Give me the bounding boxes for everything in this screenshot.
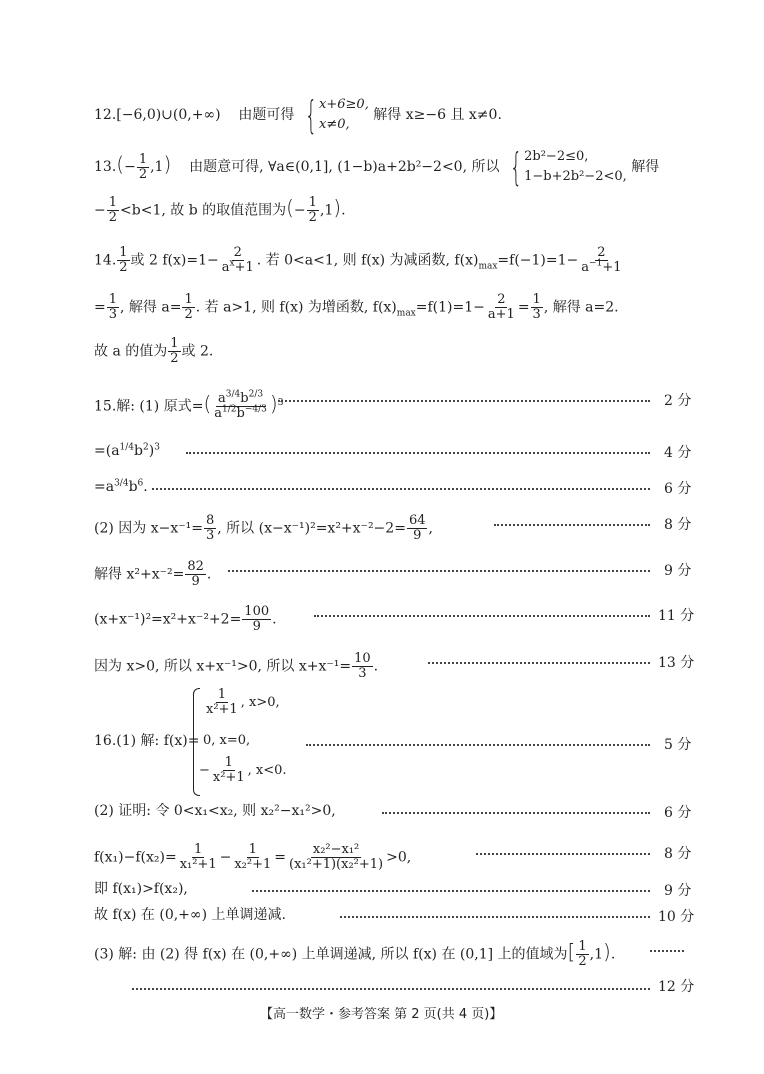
score: 6 分: [664, 805, 692, 821]
dots: [132, 988, 650, 990]
score: 12 分: [658, 979, 695, 995]
dots: [228, 570, 650, 572]
q15-line4: (2) 因为 x−x⁻¹= $\frac{8}{3}$ , 所以 (x−x⁻¹)²=x²+x⁻²−2= $\frac{64}{9}$ ,: [94, 513, 433, 543]
q15-line1: 15.解: (1) 原式=( $\frac{a^{3/4}b^{2/3}}{a^{1/2}b^{-4/3}}$ )$^3$: [94, 389, 284, 421]
dots: [278, 400, 650, 402]
q15-line5: 解得 x²+x⁻²= $\frac{82}{9}$ .: [94, 559, 212, 589]
score: 2 分: [664, 393, 692, 409]
score: 10 分: [658, 909, 695, 925]
dots: [340, 916, 650, 918]
q12-line: 12.[−6,0)∪(0,+∞) 由题可得 { x+6≥0, x≠0, 解得 x≥−6 且 x≠0.: [94, 93, 502, 137]
q16-line5: 故 f(x) 在 (0,+∞) 上单调递减.: [94, 907, 286, 923]
score: 8 分: [664, 517, 692, 533]
q14-line2: = $\frac{1}{3}$ , 解得 a= $\frac{1}{2}$ . 若 a>1, 则 f(x) 为增函数, $f(x)_{max}=f(1)=1-$ $\frac{2}{a+1}$ = $\frac{1}{3}$ , 解得 a=2.: [94, 292, 619, 322]
q12-system: { x+6≥0, x≠0,: [304, 93, 369, 137]
score: 11 分: [658, 608, 695, 624]
dots: [186, 452, 650, 454]
dots: [252, 890, 650, 892]
score: 9 分: [664, 563, 692, 579]
q16-line2: (2) 证明: 令 0<x₁<x₂, 则 x₂²−x₁²>0,: [94, 803, 336, 819]
q16-line3: f(x₁)−f(x₂)= $\frac{1}{\text{x₁²+1}}$ − $\frac{1}{\text{x₂²+1}}$ = $\frac{\text{x₂²−x₁²}}{\text{(x₁²+1)(x₂²+1)}}$ >0,: [94, 842, 412, 872]
dots: [314, 615, 650, 617]
dots: [476, 853, 650, 855]
score: 8 分: [664, 846, 692, 862]
q15-line7: 因为 x>0, 所以 x+x⁻¹>0, 所以 x+x⁻¹= $\frac{10}{3}$ .: [94, 651, 379, 681]
q16-line4: 即 f(x₁)>f(x₂),: [94, 881, 188, 897]
dots: [650, 950, 684, 952]
dots: [494, 524, 650, 526]
q16-line6: (3) 解: 由 (2) 得 f(x) 在 (0,+∞) 上单调递减, 所以 f(x) 在 (0,1] 上的值域为[ $\frac{1}{2}$ ,1).: [94, 939, 616, 969]
dots: [382, 812, 650, 814]
q13-line2: − $\frac{1}{2}$ <b<1, 故 b 的取值范围为(− $\frac{1}{2}$ ,1).: [94, 195, 346, 225]
dots: [428, 662, 650, 664]
q15-line2: $=(a^{1/4}b^2)^3$: [94, 442, 160, 459]
score: 9 分: [664, 883, 692, 899]
q16-line1: 16.(1) 解: f(x)=: [94, 733, 200, 749]
page-footer: 【高一数学・参考答案 第 2 页(共 4 页)】: [260, 1007, 503, 1022]
score: 5 分: [664, 737, 692, 753]
q13-line1: 13.(− $\frac{1}{2}$ ,1) 由题意可得, ∀a∈(0,1], (1−b)a+2b²−2<0, 所以 { 2b²−2≤0, 1−b+2b²−2<0, 解得: [94, 145, 660, 189]
q14-line1: 14. $\frac{1}{2}$ 或 2 f(x)=1− $\frac{2}{a^x+1}$ . 若 0<a<1, 则 f(x) 为减函数, $f(x)_{max}=f(-1)=1-$ $\frac{2}{a^{-1}+1}$: [94, 245, 622, 275]
dots: [306, 744, 650, 746]
q15-line6: (x+x⁻¹)²=x²+x⁻²+2= $\frac{100}{9}$ .: [94, 604, 277, 634]
dots: [152, 488, 650, 490]
q14-line3: 故 a 的值为 $\frac{1}{2}$ 或 2.: [94, 336, 214, 366]
q13-system: { 2b²−2≤0, 1−b+2b²−2<0,: [509, 145, 627, 189]
score: 4 分: [664, 445, 692, 461]
score: 13 分: [658, 655, 695, 671]
q15-line3: $=a^{3/4}b^6$.: [94, 478, 148, 495]
score: 6 分: [664, 481, 692, 497]
